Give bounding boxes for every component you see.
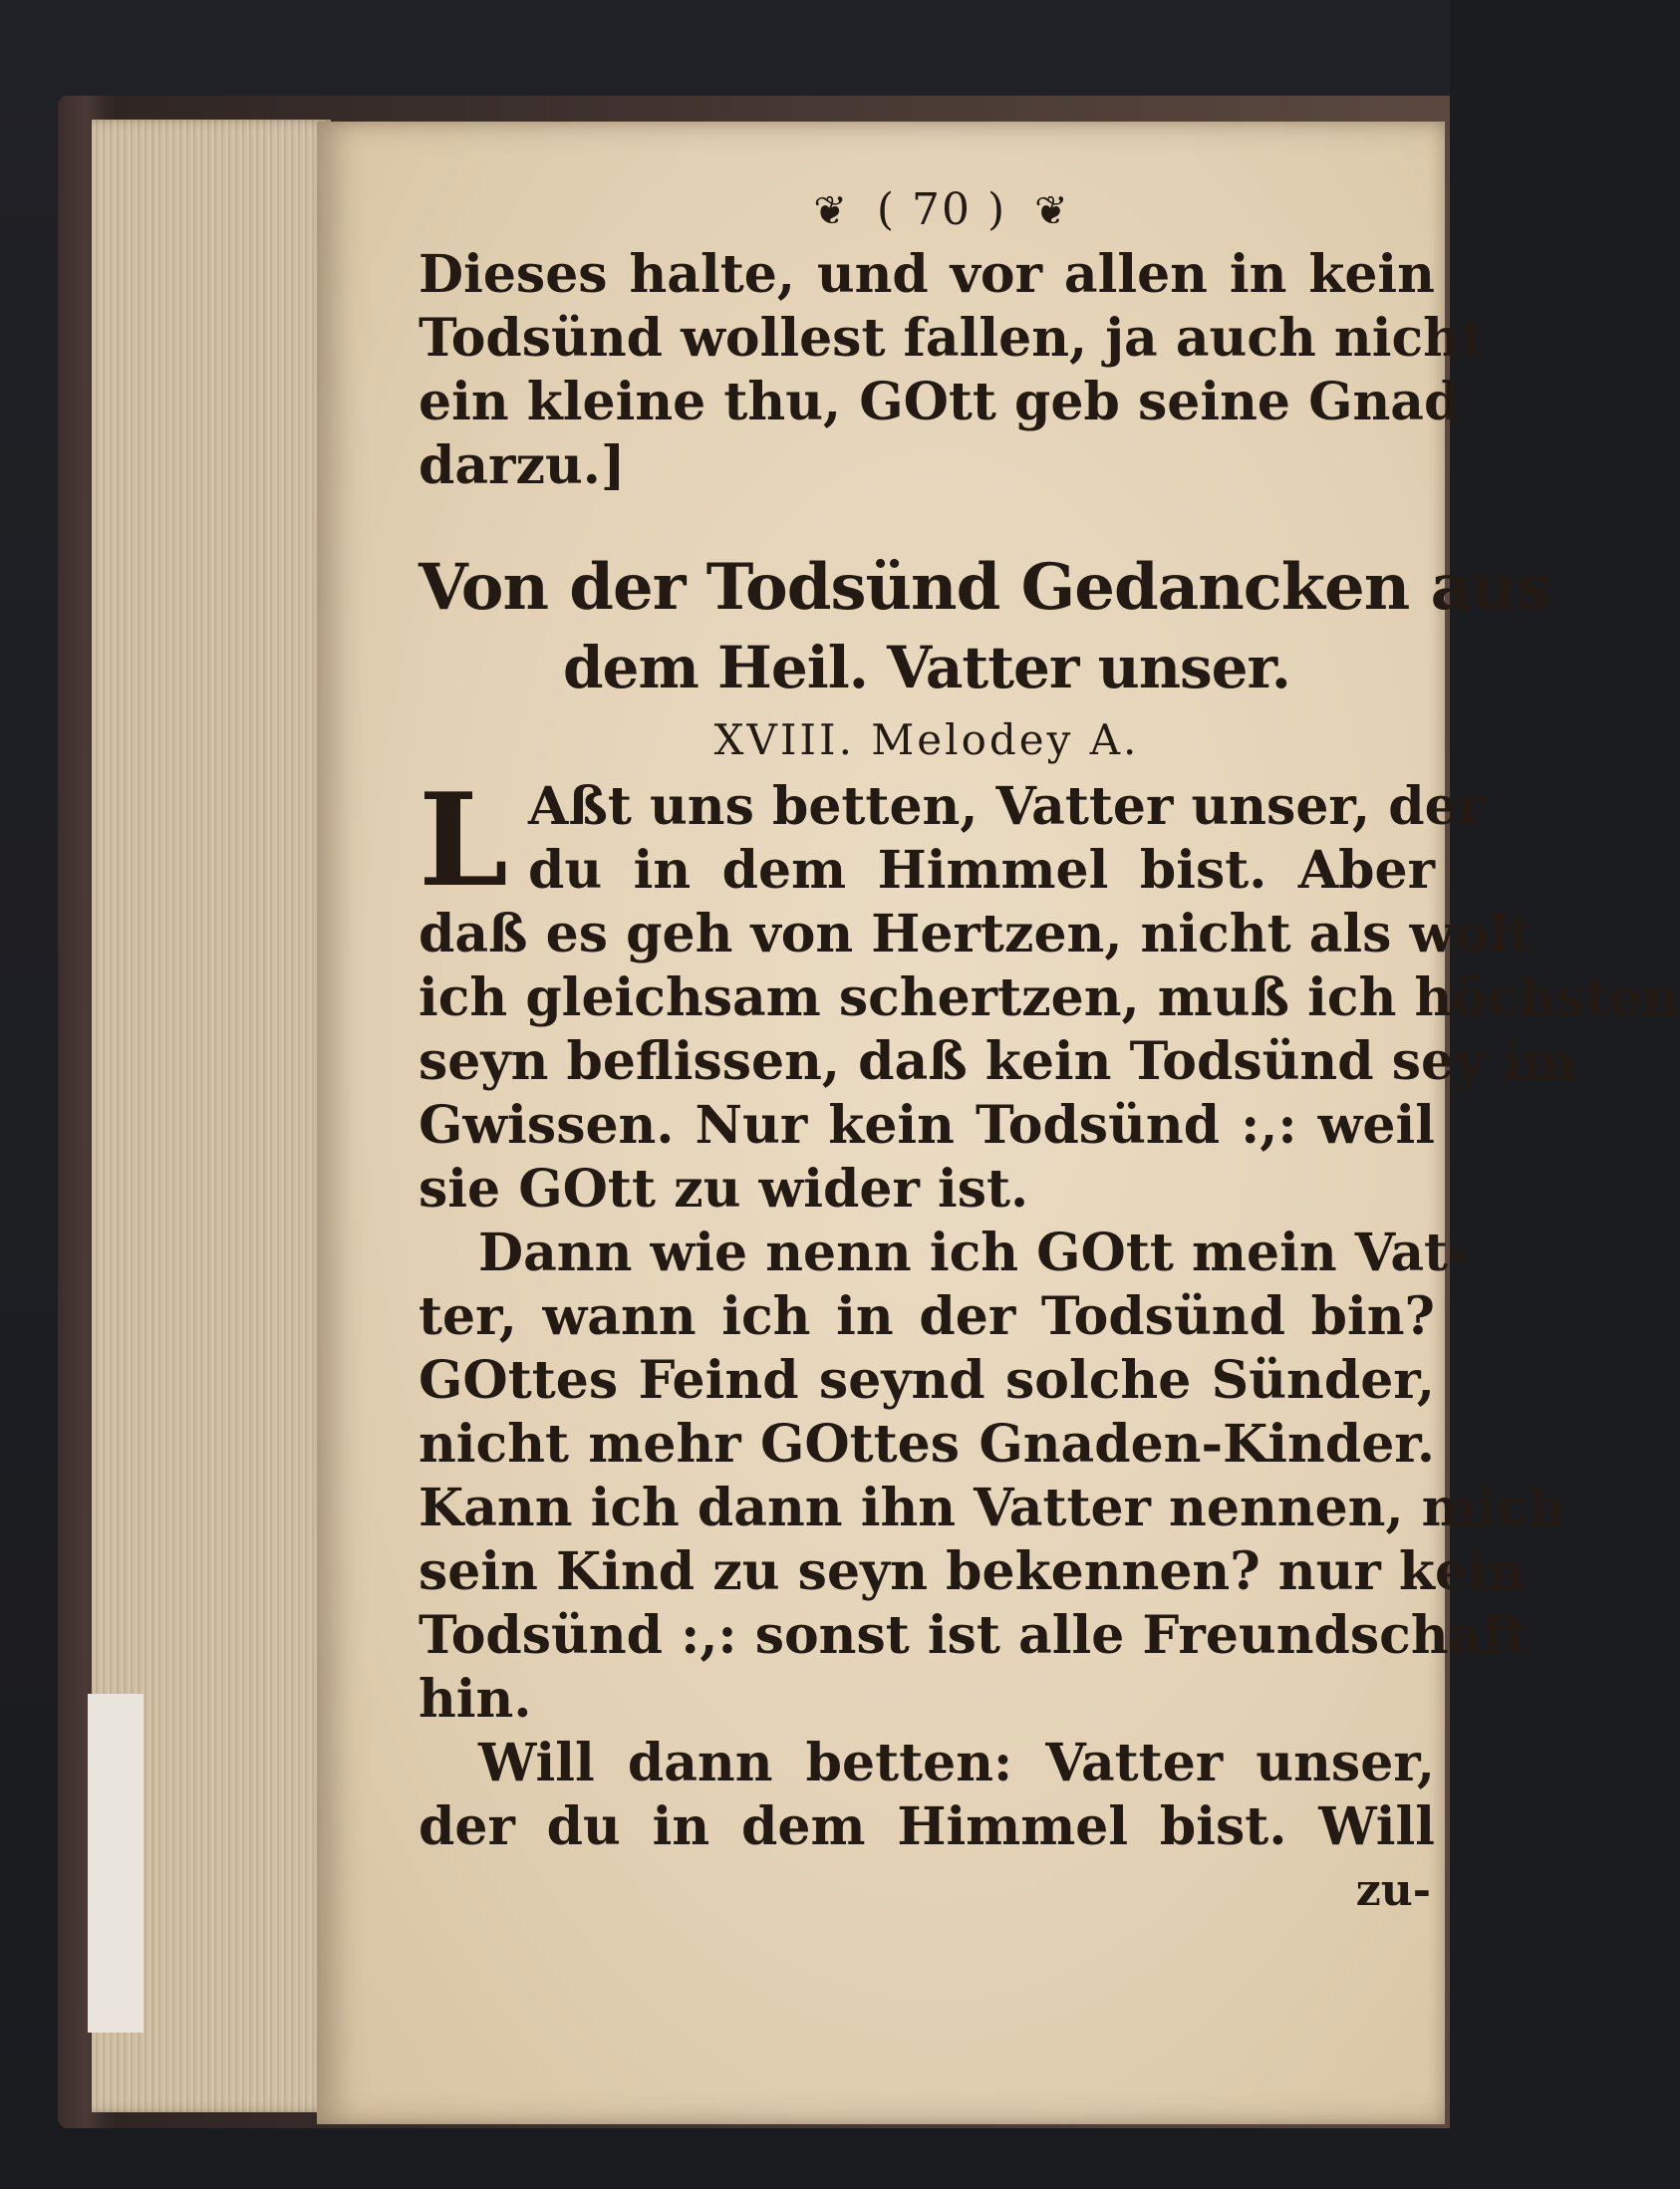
text-line: ich gleichsam schertzen, muß ich höchsten: [419, 967, 1680, 1028]
text-line: Todsünd wollest fallen, ja auch nicht: [419, 308, 1485, 369]
page-text: [419, 177, 1680, 1923]
text-line: ein kleine thu, GOtt geb seine Gnad: [419, 372, 1461, 432]
text-line: Gwissen. Nur kein Todsünd :,: weil: [419, 1095, 1435, 1156]
stanza-3: [419, 1732, 1435, 1859]
text-line: Todsünd :,: sonst ist alle Freundschaft: [419, 1605, 1529, 1666]
hymn-title-line-2: dem Heil. Vatter unser.: [563, 634, 1290, 701]
ornament-left-icon: ❦: [813, 188, 849, 234]
stanza-2: [419, 1222, 1565, 1732]
text-line: Aßt uns betten, Vatter unser, der: [528, 776, 1486, 837]
catchword: zu-: [1355, 1865, 1431, 1916]
section-gap: [419, 498, 1435, 546]
page-number: ( 70 ): [876, 184, 1007, 235]
text-line: du in dem Himmel bist. Aber: [528, 840, 1435, 901]
text-line: Will dann betten: Vatter unser,: [478, 1733, 1435, 1793]
text-line: seyn beflissen, daß kein Todsünd sey im: [419, 1031, 1577, 1092]
previous-stanza-end: [419, 243, 1485, 498]
text-line: Kann ich dann ihn Vatter nennen, mich: [419, 1478, 1565, 1538]
text-line: daß es geh von Hertzen, nicht als wolt: [419, 904, 1533, 964]
text-line: der du in dem Himmel bist. Will: [419, 1796, 1435, 1857]
text-line: sein Kind zu seyn bekennen? nur kein: [419, 1541, 1526, 1602]
page-header: [419, 177, 1435, 243]
book-page: [317, 122, 1680, 2124]
text-line: hin.: [419, 1669, 532, 1730]
paper-strip: [88, 1694, 143, 2033]
stanza-1: [419, 766, 1680, 1222]
text-line: Dann wie nenn ich GOtt mein Vat-: [478, 1223, 1470, 1283]
hymn-title-line-1: Von der Todsünd Gedancken aus: [419, 550, 1551, 625]
hymn-number-melody: XVIII. Melodey A.: [713, 715, 1140, 764]
text-line: darzu.]: [419, 435, 626, 496]
text-line: nicht mehr GOttes Gnaden-Kinder.: [419, 1414, 1435, 1475]
text-line: GOttes Feind seynd solche Sünder,: [419, 1350, 1435, 1411]
text-line: Dieses halte, und vor allen in kein: [419, 244, 1435, 305]
text-line: sie GOtt zu wider ist.: [419, 1159, 1029, 1220]
drop-cap-initial: L: [419, 766, 508, 916]
ornament-right-icon: ❦: [1034, 188, 1070, 234]
text-line: ter, wann ich in der Todsünd bin?: [419, 1286, 1435, 1347]
